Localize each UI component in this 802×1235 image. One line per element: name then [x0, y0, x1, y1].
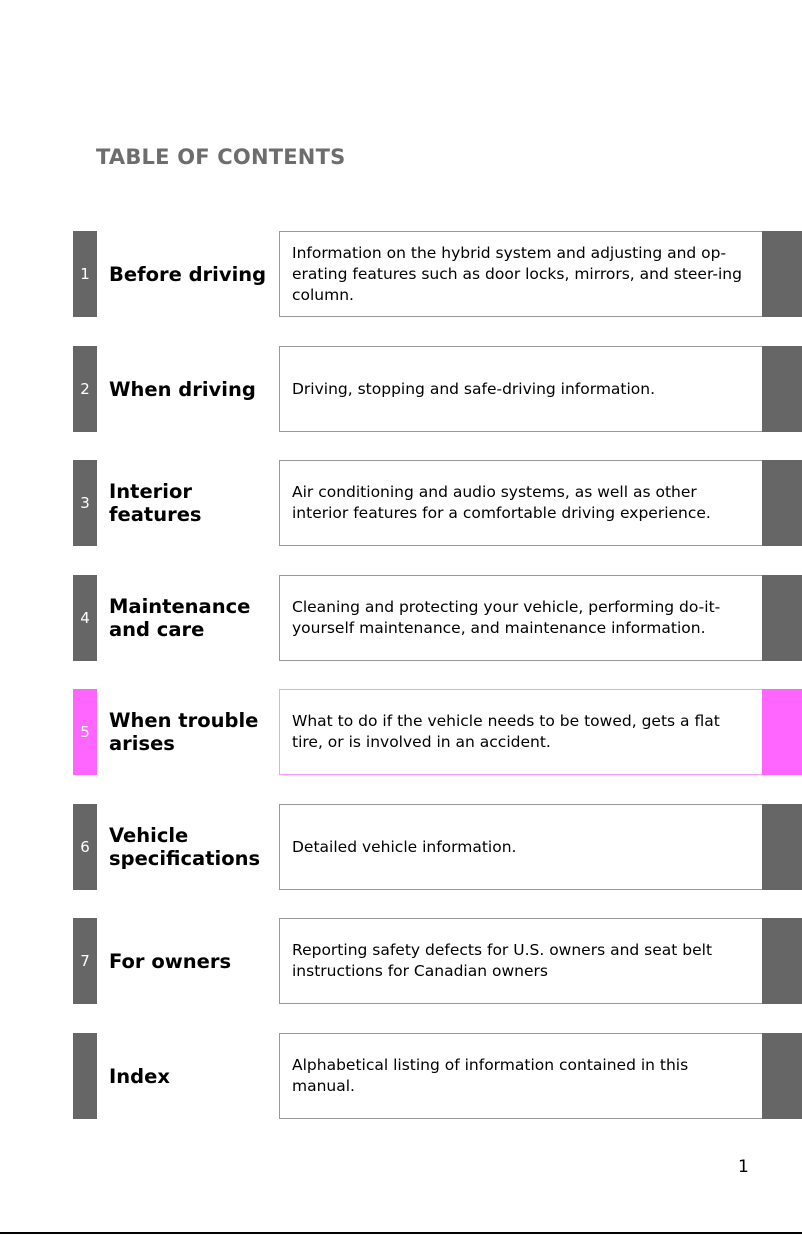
side-thumb-tab — [762, 804, 802, 890]
section-description-box — [279, 231, 764, 317]
section-name[interactable]: Index — [109, 1064, 170, 1088]
side-thumb-tab — [762, 460, 802, 546]
section-name[interactable]: For owners — [109, 949, 232, 973]
toc-row-index[interactable] — [0, 1033, 802, 1119]
section-number-tab: 3 — [73, 460, 97, 546]
bottom-rule — [0, 1232, 802, 1234]
section-name[interactable]: Maintenance and care — [109, 595, 251, 641]
section-description-box — [279, 918, 764, 1004]
toc-row-for-owners[interactable] — [0, 918, 802, 1004]
toc-row-when-driving[interactable] — [0, 346, 802, 432]
section-description: Cleaning and protecting your vehicle, performing do-it-yourself maintenance, and maintenance information. — [292, 598, 721, 637]
page-number: 1 — [738, 1157, 749, 1177]
side-thumb-tab — [762, 346, 802, 432]
section-number-tab — [73, 1033, 97, 1119]
section-name[interactable]: Interior features — [109, 480, 202, 526]
section-number-tab: 5 — [73, 689, 97, 775]
section-description-box — [279, 1033, 764, 1119]
side-thumb-tab — [762, 918, 802, 1004]
side-thumb-tab — [762, 231, 802, 317]
section-description: Air conditioning and audio systems, as well as other interior features for a comfortable driving experience. — [292, 483, 711, 522]
side-thumb-tab — [762, 575, 802, 661]
toc-row-maintenance-and-care[interactable] — [0, 575, 802, 661]
side-thumb-tab — [762, 689, 802, 775]
section-number-tab: 6 — [73, 804, 97, 890]
section-number-tab: 2 — [73, 346, 97, 432]
section-description: Driving, stopping and safe-driving information. — [292, 379, 656, 398]
section-description-box — [279, 346, 764, 432]
section-name[interactable]: When trouble arises — [109, 709, 259, 755]
section-description-box — [279, 460, 764, 546]
page-title: TABLE OF CONTENTS — [96, 145, 346, 169]
section-description-box — [279, 689, 764, 775]
toc-row-vehicle-specifications[interactable] — [0, 804, 802, 890]
section-description: Detailed vehicle information. — [292, 837, 517, 856]
toc-row-interior-features[interactable] — [0, 460, 802, 546]
section-description: Information on the hybrid system and adjusting and op-erating features such as door locks, mirrors, and steer-ing column. — [292, 243, 742, 304]
section-description: Alphabetical listing of information contained in this manual. — [292, 1056, 689, 1095]
section-name[interactable]: Vehicle specifications — [109, 824, 261, 870]
toc-row-before-driving[interactable] — [0, 231, 802, 317]
section-description-box — [279, 575, 764, 661]
section-name[interactable]: When driving — [109, 377, 256, 401]
section-number-tab: 7 — [73, 918, 97, 1004]
section-description-box — [279, 804, 764, 890]
section-description: Reporting safety defects for U.S. owners and seat belt instructions for Canadian owners — [292, 941, 713, 980]
toc-row-when-trouble-arises[interactable] — [0, 689, 802, 775]
section-name[interactable]: Before driving — [109, 262, 267, 286]
section-description: What to do if the vehicle needs to be towed, gets a flat tire, or is involved in an accident. — [292, 712, 720, 751]
section-number-tab: 4 — [73, 575, 97, 661]
section-number-tab: 1 — [73, 231, 97, 317]
side-thumb-tab — [762, 1033, 802, 1119]
